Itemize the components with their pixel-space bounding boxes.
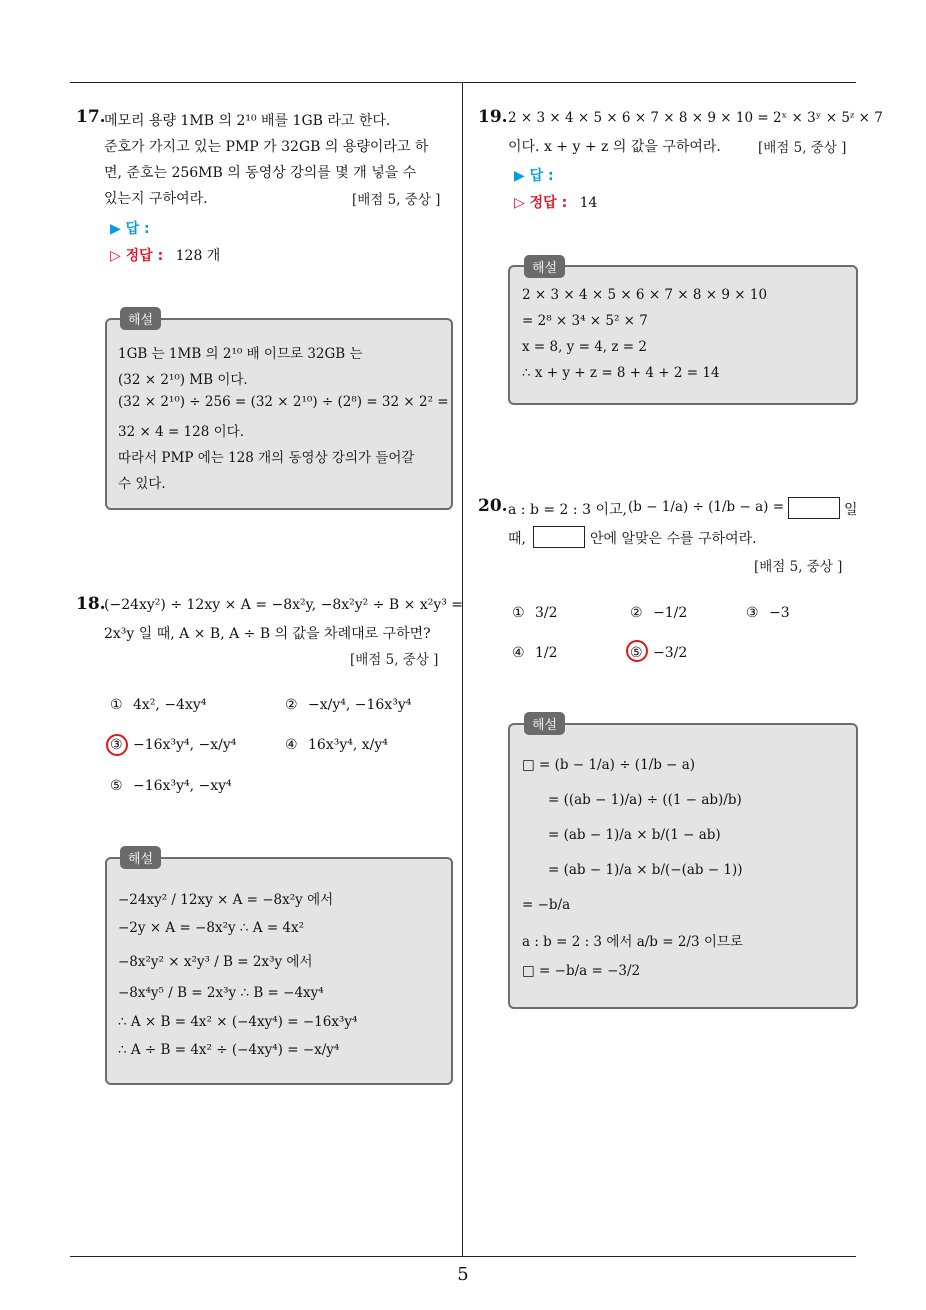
q20-choice-4-mark: ④ <box>512 645 525 661</box>
q18-solution-tag: 해설 <box>120 846 161 869</box>
q17-solution-line-3: (32 × 2¹⁰) ÷ 256 = (32 × 2¹⁰) ÷ (2⁸) = 32 × 2² = <box>118 394 449 410</box>
column-divider <box>462 82 463 1256</box>
q17-solution-line-5: 따라서 PMP 에는 128 개의 동영상 강의가 들어갈 <box>118 450 415 466</box>
q17-correct-value: 128 개 <box>175 248 221 264</box>
q19-correct-value: 14 <box>579 195 598 211</box>
q20-solution-line-2: = ((ab − 1)/a) ÷ ((1 − ab)/b) <box>548 792 742 808</box>
q18-solution-line-5: ∴ A × B = 4x² × (−4xy⁴) = −16x³y⁴ <box>118 1014 358 1030</box>
q20-choice-4-text: 1/2 <box>535 645 558 661</box>
q20-solution-line-4: = (ab − 1)/a × b/(−(ab − 1)) <box>548 862 743 878</box>
q17-solution-line-4: 32 × 4 = 128 이다. <box>118 424 244 440</box>
q20-choice-3-text: −3 <box>769 605 790 621</box>
q17-correct-answer <box>110 245 220 265</box>
q17-line-3: 면, 준호는 256MB 의 동영상 강의를 몇 개 넣을 수 <box>104 165 417 181</box>
question-17-number: 17. <box>76 107 106 127</box>
q17-line-4: 있는지 구하여라. <box>104 191 208 207</box>
q18-choice-2-text: −x/y⁴, −16x³y⁴ <box>308 697 412 713</box>
q17-line-2: 준호가 가지고 있는 PMP 가 32GB 의 용량이라고 하 <box>104 139 429 155</box>
q20-choice-1-mark: ① <box>512 605 525 621</box>
q18-choice-4-text: 16x³y⁴, x/y⁴ <box>308 737 388 753</box>
q20-line-2b: 안에 알맞은 수를 구하여라. <box>590 531 757 547</box>
q20-solution-line-7: □ = −b/a = −3/2 <box>522 963 641 979</box>
q18-choice-2-mark: ② <box>285 697 298 713</box>
q18-choice-4-mark: ④ <box>285 737 298 753</box>
q18-choice-1-mark: ① <box>110 697 123 713</box>
q17-answer-label[interactable]: ▶ 답 : <box>110 221 150 237</box>
q20-choice-5[interactable] <box>630 645 687 661</box>
q17-correct-label: ▷ 정답 : <box>110 248 164 264</box>
q20-solution-tag: 해설 <box>524 712 565 735</box>
page-number: 5 <box>457 1264 469 1285</box>
q17-score: [배점 5, 중상 ] <box>352 192 441 208</box>
q18-choice-3[interactable] <box>110 737 236 753</box>
q20-blank-box-2 <box>533 526 585 548</box>
q19-solution-box <box>508 265 858 405</box>
q20-choice-1-text: 3/2 <box>535 605 558 621</box>
q18-choice-3-mark: ③ <box>110 737 123 753</box>
q19-correct-answer <box>514 192 597 212</box>
bottom-rule <box>70 1256 856 1257</box>
q18-solution-line-4: −8x⁴y⁵ / B = 2x³y ∴ B = −4xy⁴ <box>118 985 324 1001</box>
q17-line-1: 메모리 용량 1MB 의 2¹⁰ 배를 1GB 라고 한다. <box>104 113 391 129</box>
q18-choice-3-text: −16x³y⁴, −x/y⁴ <box>133 737 237 753</box>
q17-solution-tag: 해설 <box>120 307 161 330</box>
q19-line-1: 2 × 3 × 4 × 5 × 6 × 7 × 8 × 9 × 10 = 2ˣ × 3ʸ × 5ᶻ × 7 <box>508 110 883 126</box>
q17-solution-line-2: (32 × 2¹⁰) MB 이다. <box>118 372 248 388</box>
q20-score: [배점 5, 중상 ] <box>754 559 843 575</box>
q20-line-1b: (b − 1/a) ÷ (1/b − a) = <box>628 499 785 515</box>
q20-line-1c: 일 <box>844 502 858 518</box>
q20-choice-3-mark: ③ <box>746 605 759 621</box>
q18-solution-line-1: −24xy² / 12xy × A = −8x²y 에서 <box>118 892 334 908</box>
question-18-number: 18. <box>76 594 106 614</box>
q18-choice-5-text: −16x³y⁴, −xy⁴ <box>133 778 232 794</box>
q20-choice-4[interactable] <box>512 645 558 661</box>
q18-solution-line-3: −8x²y² × x²y³ / B = 2x³y 에서 <box>118 954 313 970</box>
q20-solution-line-1: □ = (b − 1/a) ÷ (1/b − a) <box>522 757 696 773</box>
q20-solution-line-5: = −b/a <box>522 897 571 913</box>
q18-choice-4[interactable] <box>285 737 388 753</box>
question-20-number: 20. <box>478 496 508 516</box>
q20-choice-2-mark: ② <box>630 605 643 621</box>
q20-line-2a: 때, <box>508 531 526 547</box>
q18-score: [배점 5, 중상 ] <box>350 652 439 668</box>
q19-correct-label: ▷ 정답 : <box>514 195 568 211</box>
q20-solution-line-6: a : b = 2 : 3 에서 a/b = 2/3 이므로 <box>522 934 743 950</box>
q18-line-1: (−24xy²) ÷ 12xy × A = −8x²y, −8x²y² ÷ B × x²y³ = <box>104 597 464 613</box>
q19-solution-line-1: 2 × 3 × 4 × 5 × 6 × 7 × 8 × 9 × 10 <box>522 287 768 303</box>
q20-choice-3[interactable] <box>746 605 790 621</box>
q19-answer-label[interactable]: ▶ 답 : <box>514 168 554 184</box>
q17-solution-line-1: 1GB 는 1MB 의 2¹⁰ 배 이므로 32GB 는 <box>118 346 363 362</box>
q19-solution-tag: 해설 <box>524 255 565 278</box>
q18-choice-5[interactable] <box>110 778 232 794</box>
q20-choice-2-text: −1/2 <box>653 605 688 621</box>
q19-score: [배점 5, 중상 ] <box>758 140 847 156</box>
q18-solution-line-6: ∴ A ÷ B = 4x² ÷ (−4xy⁴) = −x/y⁴ <box>118 1042 340 1058</box>
q18-line-2: 2x³y 일 때, A × B, A ÷ B 의 값을 차례대로 구하면? <box>104 626 431 642</box>
q18-choice-5-mark: ⑤ <box>110 778 123 794</box>
q19-solution-line-4: ∴ x + y + z = 8 + 4 + 2 = 14 <box>522 365 720 381</box>
q19-solution-line-3: x = 8, y = 4, z = 2 <box>522 339 647 355</box>
q20-solution-line-3: = (ab − 1)/a × b/(1 − ab) <box>548 827 721 843</box>
q20-choice-1[interactable] <box>512 605 558 621</box>
q18-choice-1-text: 4x², −4xy⁴ <box>133 697 207 713</box>
q20-choice-5-mark: ⑤ <box>630 645 643 661</box>
q20-choice-5-text: −3/2 <box>653 645 688 661</box>
q19-solution-line-2: = 2⁸ × 3⁴ × 5² × 7 <box>522 313 648 329</box>
q20-line-1a: a : b = 2 : 3 이고, <box>508 502 627 518</box>
question-19-number: 19. <box>478 107 508 127</box>
q19-line-2: 이다. x + y + z 의 값을 구하여라. <box>508 139 721 155</box>
q18-choice-2[interactable] <box>285 697 411 713</box>
q20-choice-2[interactable] <box>630 605 687 621</box>
q20-blank-box-1 <box>788 497 840 519</box>
q17-solution-line-6: 수 있다. <box>118 476 166 492</box>
top-rule <box>70 82 856 83</box>
q18-solution-line-2: −2y × A = −8x²y ∴ A = 4x² <box>118 920 305 936</box>
q18-choice-1[interactable] <box>110 697 206 713</box>
